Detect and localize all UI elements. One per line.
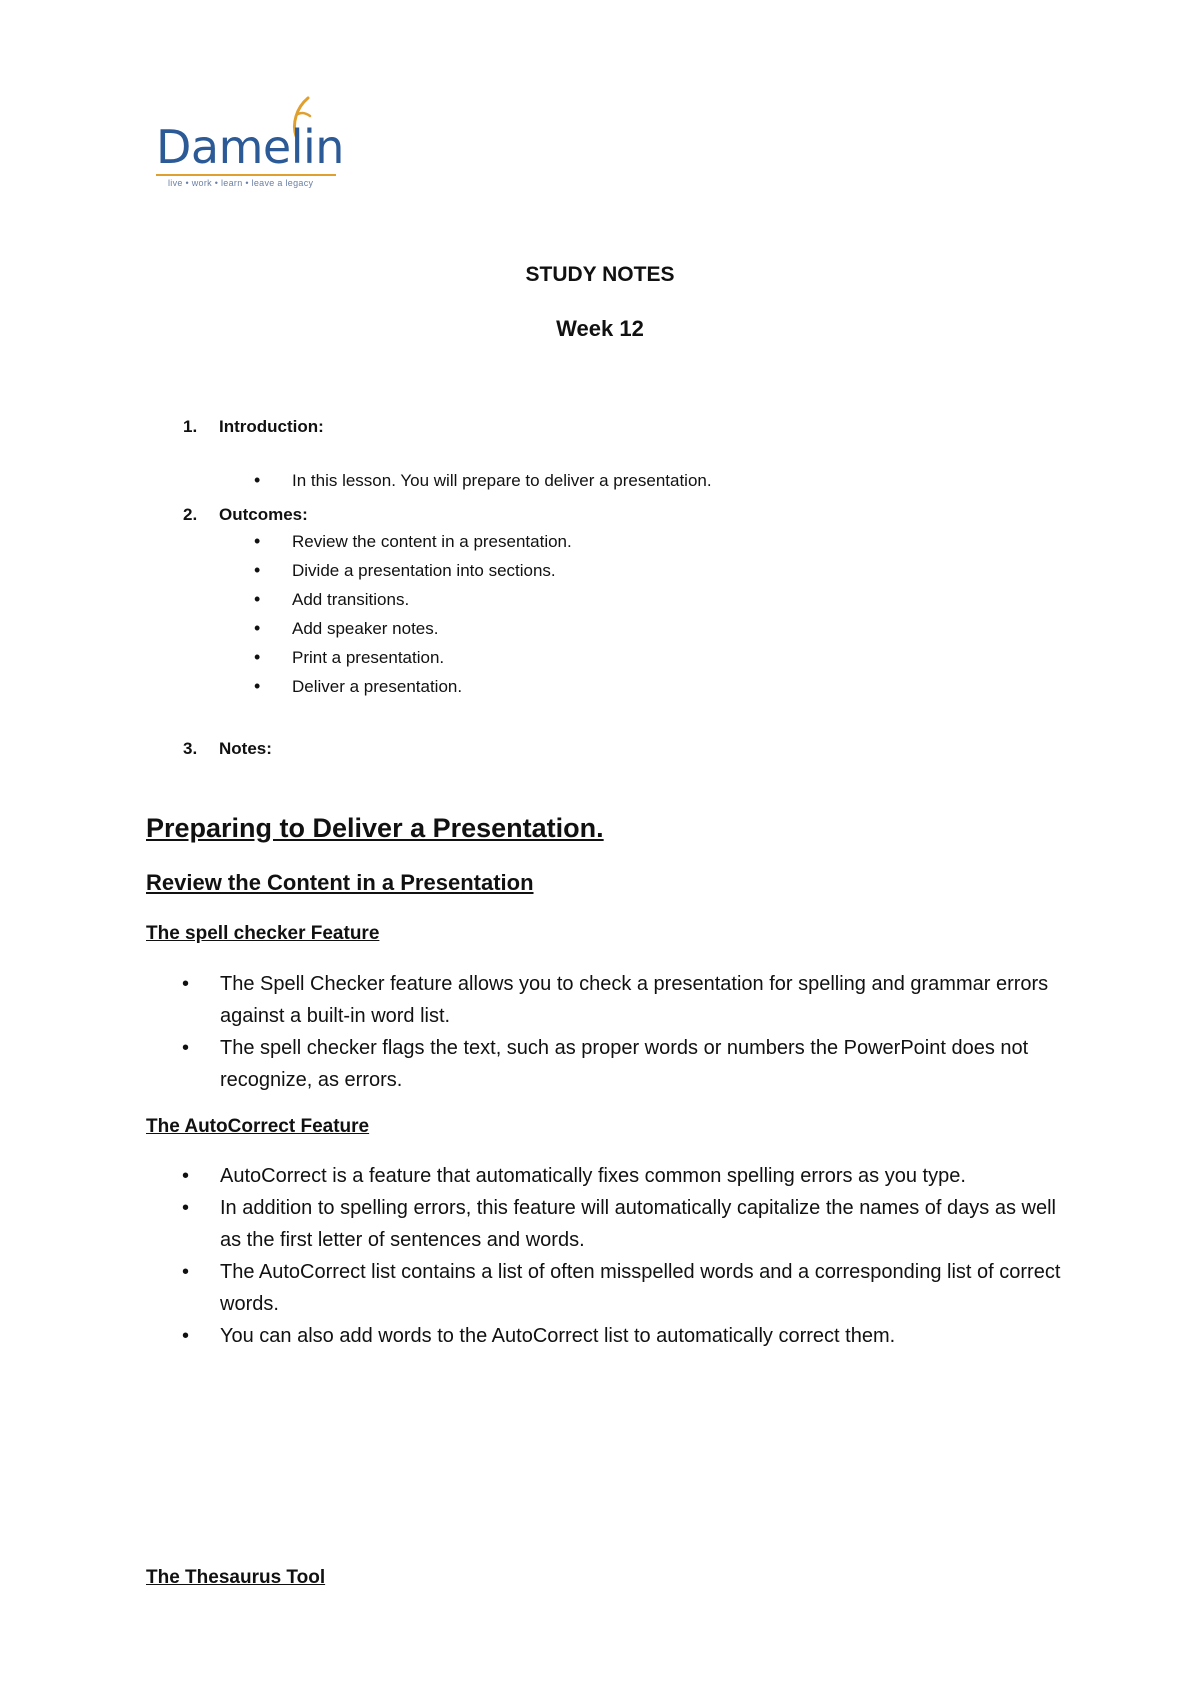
week-label: Week 12 <box>556 316 644 341</box>
sub-heading: Review the Content in a Presentation <box>146 870 534 895</box>
list-item: • In this lesson. You will prepare to deliver a presentation. <box>250 466 712 495</box>
outcomes-list <box>250 527 572 701</box>
autocorrect-list <box>182 1160 1062 1352</box>
section-number: 3. <box>183 739 198 758</box>
section-notes <box>183 740 272 757</box>
list-item: • Review the content in a presentation. <box>250 527 572 556</box>
section-label: Notes: <box>219 739 272 758</box>
main-heading: Preparing to Deliver a Presentation. <box>146 813 604 843</box>
section-outcomes <box>183 506 308 523</box>
spell-checker-heading: The spell checker Feature <box>146 923 380 944</box>
autocorrect-heading: The AutoCorrect Feature <box>146 1116 370 1137</box>
logo-tagline: live • work • learn • leave a legacy <box>168 178 314 188</box>
list-item: • The AutoCorrect list contains a list of often misspelled words and a corresponding list of correct words. <box>182 1256 1062 1320</box>
section-number: 1. <box>183 417 198 436</box>
logo-underline <box>156 174 336 176</box>
list-item: • Divide a presentation into sections. <box>250 556 572 585</box>
list-item: • You can also add words to the AutoCorrect list to automatically correct them. <box>182 1320 1062 1352</box>
spell-checker-list <box>182 968 1062 1096</box>
document-title: STUDY NOTES <box>525 263 675 286</box>
damelin-logo <box>156 94 346 190</box>
list-item: • The Spell Checker feature allows you to check a presentation for spelling and grammar errors against a built-in word list. <box>182 968 1062 1032</box>
list-item: • Add transitions. <box>250 585 572 614</box>
list-item: • Print a presentation. <box>250 643 572 672</box>
introduction-list <box>250 466 712 495</box>
logo-wordmark: Damelin <box>156 120 344 174</box>
section-label: Outcomes: <box>219 505 308 524</box>
list-item: • AutoCorrect is a feature that automatically fixes common spelling errors as you type. <box>182 1160 1062 1192</box>
list-item: • Add speaker notes. <box>250 614 572 643</box>
section-label: Introduction: <box>219 417 324 436</box>
section-number: 2. <box>183 505 198 524</box>
list-item: • The spell checker flags the text, such as proper words or numbers the PowerPoint does not recognize, as errors. <box>182 1032 1062 1096</box>
thesaurus-heading: The Thesaurus Tool <box>146 1567 326 1588</box>
list-item: • In addition to spelling errors, this feature will automatically capitalize the names of days as well as the first letter of sentences and words. <box>182 1192 1062 1256</box>
list-item: • Deliver a presentation. <box>250 672 572 701</box>
section-introduction <box>183 418 324 435</box>
